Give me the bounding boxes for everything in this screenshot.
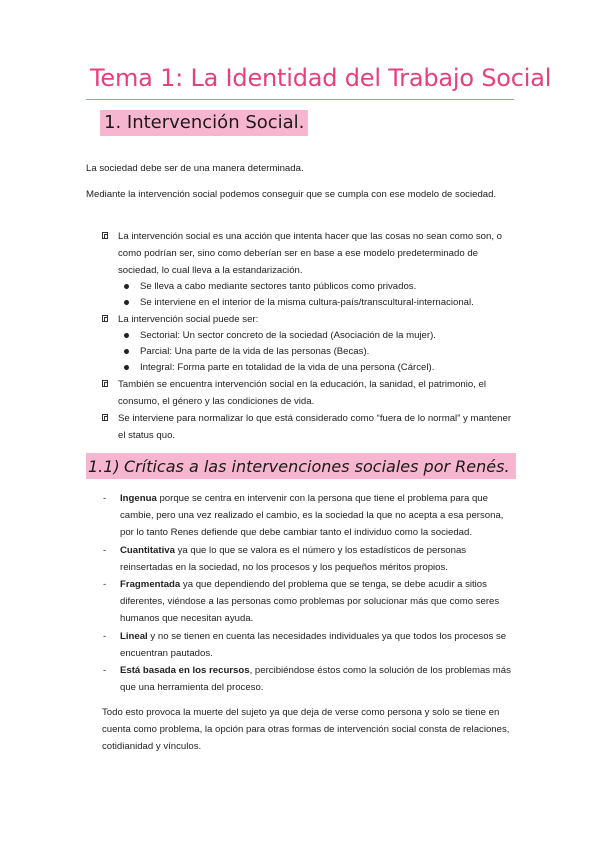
square-bullet-icon bbox=[102, 315, 108, 322]
document-title: Tema 1: La Identidad del Trabajo Social bbox=[90, 64, 552, 92]
dash-bullet: - bbox=[103, 630, 107, 642]
term-bold: Cuantitativa bbox=[120, 544, 175, 556]
paragraph-closing: Todo esto provoca la muerte del sujeto ya que deja de verse como persona y solo se tiene en cuenta como problema, la opción para otras formas de intervención social consta de relaciones, cotidianidad y vínculos. bbox=[102, 707, 510, 752]
list-item bbox=[86, 376, 516, 410]
dash-bullet: - bbox=[103, 579, 107, 591]
sub-list-item-text: Se interviene en el interior de la misma cultura-país/transcultural-internacional. bbox=[140, 297, 474, 308]
title-underline bbox=[86, 99, 514, 100]
section-heading-intervencion-social: 1. Intervención Social. bbox=[100, 110, 308, 136]
sub-list-item bbox=[118, 360, 516, 376]
sub-list-item bbox=[118, 279, 516, 295]
section-number: 1.1) bbox=[88, 457, 120, 476]
dash-bullet: - bbox=[103, 493, 107, 504]
list-item bbox=[86, 542, 516, 576]
paragraph-mediante: Mediante la intervención social podemos conseguir que se cumpla con ese modelo de sociedad. bbox=[86, 189, 497, 200]
list-item-text: Se interviene para normalizar lo que está considerado como “fuera de lo normal” y mantener el status quo. bbox=[118, 413, 512, 441]
term-description: porque se centra en intervenir con la persona que tiene el problema para que cambie, pero una vez realizado el cambio, es la sociedad la que no acepta a esa persona, por lo tanto Renes defiende que debe cambiar tanto el individuo como la sociedad. bbox=[120, 493, 504, 539]
paragraph-sociedad: La sociedad debe ser de una manera determinada. bbox=[86, 163, 304, 174]
list-item bbox=[86, 228, 516, 279]
section-heading-criticas bbox=[86, 453, 516, 479]
section-heading-text: Críticas a las intervenciones sociales por Renés. bbox=[124, 457, 510, 476]
term-bold: Está basada en los recursos bbox=[120, 665, 250, 677]
square-bullet-icon bbox=[102, 380, 108, 387]
list-item-text: La intervención social puede ser: bbox=[118, 314, 259, 325]
list-item bbox=[86, 311, 516, 328]
square-bullet-icon bbox=[102, 414, 108, 421]
sub-list-item-text: Sectorial: Un sector concreto de la sociedad (Asociación de la mujer). bbox=[140, 330, 436, 341]
list-item bbox=[86, 662, 516, 696]
term-description: ya que dependiendo del problema que se tenga, se debe acudir a sitios diferentes, viéndose a las personas como problemas por solucionar más que como seres humanos que necesitan ayuda. bbox=[120, 579, 500, 625]
list-item-text: La intervención social es una acción que intenta hacer que las cosas no sean como son, o como podrían ser, sino como deberían ser en base a ese modelo predeterminado de sociedad, lo cual lleva a la estandarización. bbox=[118, 231, 502, 276]
dot-bullet-icon bbox=[124, 349, 129, 354]
term-description: ya que lo que se valora es el número y los estadísticos de personas reinsertadas en la sociedad, no los procesos y los pequeños méritos propios. bbox=[120, 544, 467, 573]
dash-bullet: - bbox=[103, 544, 107, 556]
dot-bullet-icon bbox=[124, 300, 129, 305]
sub-list-item bbox=[118, 295, 516, 311]
sub-list-item-text: Parcial: Una parte de la vida de las personas (Becas). bbox=[140, 346, 370, 357]
list-item bbox=[86, 628, 516, 662]
square-bullet-list bbox=[86, 228, 516, 444]
list-item bbox=[86, 490, 516, 542]
sub-list-item bbox=[118, 344, 516, 360]
term-bold: Fragmentada bbox=[120, 579, 181, 591]
dot-bullet-icon bbox=[124, 284, 129, 289]
list-item bbox=[86, 410, 516, 444]
sub-list-item-text: Integral: Forma parte en totalidad de la vida de una persona (Cárcel). bbox=[140, 362, 435, 373]
list-item bbox=[86, 576, 516, 628]
dash-bullet: - bbox=[103, 665, 107, 677]
square-bullet-icon bbox=[102, 232, 108, 239]
sub-list-item-text: Se lleva a cabo mediante sectores tanto públicos como privados. bbox=[140, 281, 417, 292]
term-description: , percibiéndose éstos como la solución de los problemas más que una herramienta del proceso. bbox=[120, 665, 511, 694]
list-item-text: También se encuentra intervención social en la educación, la sanidad, el patrimonio, el consumo, el género y las condiciones de vida. bbox=[118, 379, 486, 407]
dot-bullet-icon bbox=[124, 333, 129, 338]
sub-list-item bbox=[118, 328, 516, 344]
dash-list bbox=[86, 490, 516, 696]
term-bold: Ingenua bbox=[120, 493, 157, 504]
term-description: y no se tienen en cuenta las necesidades individuales ya que todos los procesos se encuentran pautados. bbox=[120, 630, 507, 659]
term-bold: Lineal bbox=[120, 630, 148, 642]
dot-bullet-icon bbox=[124, 365, 129, 370]
